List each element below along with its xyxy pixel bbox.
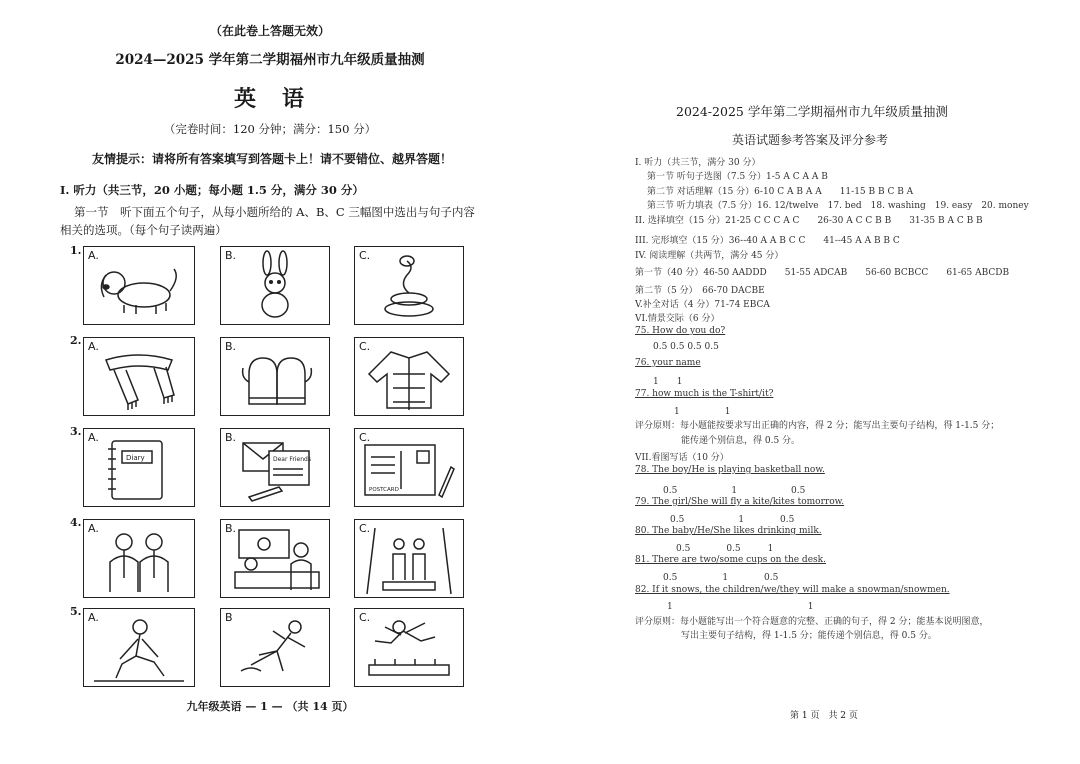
answer-line: 75. How do you do? xyxy=(635,326,726,336)
option-box[interactable] xyxy=(354,246,464,325)
option-box[interactable] xyxy=(354,337,464,416)
score-line: 0.5 0.5 1 xyxy=(676,544,774,554)
answer-line: 76. your name xyxy=(635,358,701,368)
option-box[interactable] xyxy=(83,337,195,416)
answer-key-title: 2024-2025 学年第二学期福州市九年级质量抽测 xyxy=(676,104,948,119)
scoring-rule: 评分原则：每小题能写出一个符合题意的完整、正确的句子，得 2 分；能基本说明图意， xyxy=(635,617,989,627)
option-box[interactable] xyxy=(220,608,330,687)
page-footer: 第 1 页 共 2 页 xyxy=(790,711,858,721)
option-box[interactable] xyxy=(83,428,195,507)
option-letter: B. xyxy=(225,522,237,535)
snake-icon xyxy=(355,247,463,324)
answer-line: 78. The boy/He is playing basketball now. xyxy=(635,465,825,475)
option-letter: C. xyxy=(359,431,371,444)
question-number: 5. xyxy=(70,605,82,618)
option-box[interactable] xyxy=(83,608,195,687)
answer-line: VII.看图写话（10 分） xyxy=(635,453,729,463)
postcard-icon xyxy=(355,429,463,506)
stage-singers-icon xyxy=(355,520,463,597)
postcard-label: POSTCARD xyxy=(369,487,399,493)
time-info: （完卷时间：120 分钟；满分：150 分） xyxy=(163,122,377,136)
option-letter: B xyxy=(225,611,233,624)
option-letter: A. xyxy=(88,611,99,624)
answer-key-page xyxy=(540,0,1080,764)
option-letter: B. xyxy=(225,340,237,353)
diary-icon xyxy=(84,429,194,506)
scoring-rule: 能传递个别信息，得 0.5 分。 xyxy=(681,436,801,446)
answer-line: 82. If it snows, the children/we/they will make a snowman/snowmen. xyxy=(635,585,950,595)
score-line: 0.5 1 0.5 xyxy=(663,573,779,583)
question-number: 2. xyxy=(70,334,82,347)
runner-start-icon xyxy=(84,609,194,686)
answer-line: 77. how much is the T-shirt/it? xyxy=(635,389,774,399)
answer-line: 第一节（40 分）46-50 AADDD 51-55 ADCAB 56-60 BCBCC 61-65 ABCDB xyxy=(635,268,1010,278)
option-box[interactable] xyxy=(220,428,330,507)
coat-icon xyxy=(355,338,463,415)
letter-label: Dear Friends xyxy=(273,456,311,463)
long-jump-icon xyxy=(355,609,463,686)
answer-line: 79. The girl/She will fly a kite/kites tomorrow. xyxy=(635,497,845,507)
scoring-rule: 评分原则：每小题能按要求写出正确的内容，得 2 分；能写出主要句子结构，得 1-1.5 分； xyxy=(635,421,1000,431)
answer-line: 第三节 听力填表（7.5 分）16. 12/twelve 17. bed 18. washing 19. easy 20. money xyxy=(647,201,1029,211)
score-line: 1 1 xyxy=(667,602,814,612)
option-box[interactable] xyxy=(354,608,464,687)
answer-line: 80. The baby/He/She likes drinking milk. xyxy=(635,526,822,536)
dog-icon xyxy=(84,247,194,324)
option-box[interactable] xyxy=(220,337,330,416)
score-line: 1 1 xyxy=(653,377,683,387)
question-number: 3. xyxy=(70,425,82,438)
gloves-icon xyxy=(221,338,329,415)
part1-instruction-line2: 相关的选项。（每个句子读两遍） xyxy=(60,223,227,237)
option-letter: C. xyxy=(359,522,371,535)
score-line: 0.5 0.5 0.5 0.5 xyxy=(653,342,719,352)
answer-key-subtitle: 英语试题参考答案及评分参考 xyxy=(732,133,889,147)
diary-label: Diary xyxy=(126,454,145,462)
answer-line: IV. 阅读理解（共两节，满分 45 分） xyxy=(635,251,784,261)
option-box[interactable] xyxy=(83,519,195,598)
section-heading: I. 听力（共三节，20 小题；每小题 1.5 分，满分 30 分） xyxy=(60,183,364,197)
answer-line: III. 完形填空（15 分）36--40 A A B C C 41--45 A A B B C xyxy=(635,236,900,246)
answer-line: I. 听力（共三节，满分 30 分） xyxy=(635,158,761,168)
notice: （在此卷上答题无效） xyxy=(209,24,330,38)
part1-instruction-line1: 第一节 听下面五个句子，从每小题所给的 A、B、C 三幅图中选出与句子内容 xyxy=(74,205,475,219)
answer-line: 第二节 对话理解（15 分）6-10 C A B A A 11-15 B B C B A xyxy=(647,187,914,197)
answer-line: V.补全对话（4 分）71-74 EBCA xyxy=(635,300,770,310)
page-footer: 九年级英语 — 1 — （共 14 页） xyxy=(186,700,354,713)
option-letter: C. xyxy=(359,611,371,624)
scoring-rule: 写出主要句子结构，得 1-1.5 分；能传递个别信息，得 0.5 分。 xyxy=(681,631,937,641)
option-box[interactable] xyxy=(220,519,330,598)
option-letter: A. xyxy=(88,340,99,353)
option-letter: C. xyxy=(359,249,371,262)
answer-line: II. 选择填空（15 分）21-25 C C C A C 26-30 A C C B B 31-35 B A C B B xyxy=(635,216,983,226)
option-letter: C. xyxy=(359,340,371,353)
option-box[interactable] xyxy=(354,519,464,598)
score-line: 0.5 1 0.5 xyxy=(663,486,806,496)
reminder: 友情提示：请将所有答案填写到答题卡上！请不要错位、越界答题！ xyxy=(92,152,453,166)
question-number: 4. xyxy=(70,516,82,529)
letter-icon xyxy=(221,429,329,506)
subject-title: 英 语 xyxy=(233,86,306,112)
option-letter: B. xyxy=(225,249,237,262)
exam-title: 2024—2025 学年第二学期福州市九年级质量抽测 xyxy=(115,52,425,68)
option-box[interactable] xyxy=(354,428,464,507)
option-letter: B. xyxy=(225,431,237,444)
option-letter: A. xyxy=(88,431,99,444)
option-letter: A. xyxy=(88,249,99,262)
answer-line: VI.情景交际（6 分） xyxy=(635,314,720,324)
score-line: 0.5 1 0.5 xyxy=(670,515,795,525)
option-box[interactable] xyxy=(83,246,195,325)
answer-line: 第二节（5 分） 66-70 DACBE xyxy=(635,286,765,296)
option-box[interactable] xyxy=(220,246,330,325)
answer-line: 81. There are two/some cups on the desk. xyxy=(635,555,826,565)
answer-line: 第一节 听句子选图（7.5 分）1-5 A C A A B xyxy=(647,172,828,182)
question-number: 1. xyxy=(70,244,82,257)
doctors-icon xyxy=(84,520,194,597)
scarf-icon xyxy=(84,338,194,415)
option-letter: A. xyxy=(88,522,99,535)
rabbit-icon xyxy=(221,247,329,324)
news-reporters-icon xyxy=(221,520,329,597)
score-line: 1 1 xyxy=(674,407,731,417)
sprinter-icon xyxy=(221,609,329,686)
